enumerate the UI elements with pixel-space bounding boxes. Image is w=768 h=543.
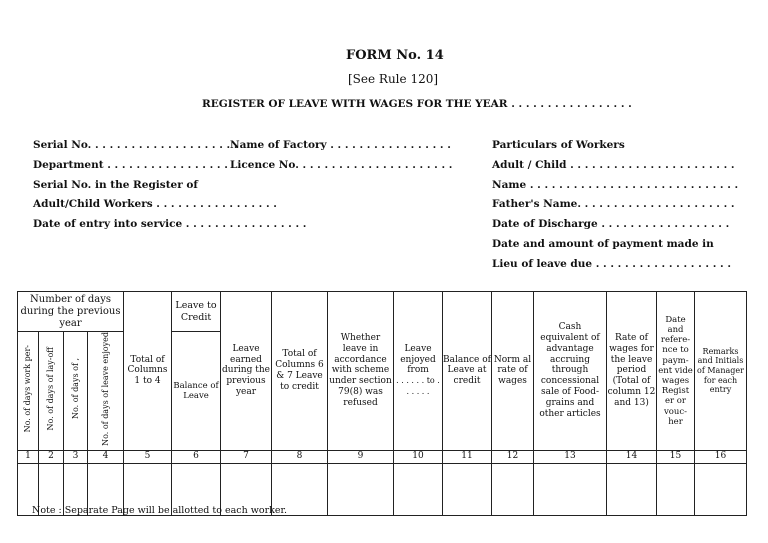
cash-equivalent-header: Cash equivalent of advantage accruing through concessional sale of Food-grains and other articles (534, 292, 607, 451)
total-cols-1-4-header: Total of Columns 1 to 4 (124, 292, 172, 451)
column-number-cell: 5 (124, 450, 172, 463)
footer-note: Note : Separate Page will be allotted to each worker. (32, 505, 288, 516)
column-number-cell: 1 (18, 450, 39, 463)
column-number-cell: 2 (39, 450, 64, 463)
days-work-header (18, 332, 39, 451)
father-name-field: Father's Name. . . . . . . . . . . . . . . . . . . . . . (492, 198, 735, 210)
days-col3-header (64, 332, 88, 451)
serial-no-field: Serial No. . . . . . . . . . . . . . . . . . . . . (33, 139, 238, 151)
blank-entry-cell (695, 463, 747, 515)
leave-to-credit-header: Leave to Credit (172, 292, 221, 332)
rule-reference: [See Rule 120] (348, 72, 439, 86)
blank-entry-cell (657, 463, 695, 515)
particulars-heading: Particulars of Workers (492, 139, 625, 151)
column-number-cell: 4 (88, 450, 124, 463)
column-number-cell: 8 (272, 450, 328, 463)
date-discharge-field: Date of Discharge . . . . . . . . . . . . . . . . . . (492, 218, 730, 230)
licence-no-field: Licence No. . . . . . . . . . . . . . . . . . . . . . (230, 159, 453, 171)
department-field: Department . . . . . . . . . . . . . . . . . (33, 159, 228, 171)
blank-entry-cell (534, 463, 607, 515)
column-number-cell: 16 (695, 450, 747, 463)
remarks-header: Remarks and Initials of Manager for each entry (695, 292, 747, 451)
leave-earned-header: Leave earned during the previous year (221, 292, 272, 451)
blank-entry-cell (328, 463, 394, 515)
form-title: FORM No. 14 (346, 48, 444, 63)
days-layoff-label: No. of days of lay-off (46, 347, 56, 431)
adult-child-field: Adult / Child . . . . . . . . . . . . . . . . . . . . . . . (492, 159, 735, 171)
normal-rate-header: Norm al rate of wages (492, 292, 534, 451)
balance-at-credit-header: Balance of Leave at credit (443, 292, 492, 451)
days-work-label: No. of days work per- (23, 345, 33, 433)
lieu-of-leave-field: Lieu of leave due . . . . . . . . . . . . . . . . . . . (492, 258, 731, 270)
serial-register-label: Serial No. in the Register of (33, 179, 198, 191)
column-number-cell: 15 (657, 450, 695, 463)
blank-entry-cell (607, 463, 657, 515)
leave-enjoyed-dates: . . . . . . to . . . . . . (396, 376, 440, 397)
column-number-cell: 14 (607, 450, 657, 463)
leave-enjoyed-label: Leave enjoyed from (400, 343, 436, 376)
leave-refused-header: Whether leave in accordance with scheme under section 79(8) was refused (328, 292, 394, 451)
days-leave-enjoyed-header (88, 332, 124, 451)
days-previous-year-header: Number of days during the previous year (18, 292, 124, 332)
register-title: REGISTER OF LEAVE WITH WAGES FOR THE YEAR . . . . . . . . . . . . . . . . . (202, 98, 632, 110)
column-number-cell: 10 (394, 450, 443, 463)
column-number-row (18, 450, 747, 463)
blank-entry-cell (492, 463, 534, 515)
blank-entry-cell (443, 463, 492, 515)
blank-entry-cell (394, 463, 443, 515)
name-field: Name . . . . . . . . . . . . . . . . . . . . . . . . . . . . . (492, 179, 739, 191)
column-number-cell: 3 (64, 450, 88, 463)
days-col3-label: No. of days of , (70, 358, 80, 420)
adult-child-workers-field: Adult/Child Workers . . . . . . . . . . . . . . . . . (33, 198, 277, 210)
column-number-cell: 7 (221, 450, 272, 463)
days-leave-enjoyed-label: No. of days of leave enjoyed (100, 332, 110, 446)
total-cols-6-7-header: Total of Columns 6 & 7 Leave to credit (272, 292, 328, 451)
column-number-cell: 9 (328, 450, 394, 463)
payment-reference-header: Date and refere- nce to paym- ent vide wages Regist er or vouc- her (657, 292, 695, 451)
column-number-cell: 6 (172, 450, 221, 463)
column-number-cell: 11 (443, 450, 492, 463)
payment-label: Date and amount of payment made in (492, 238, 714, 250)
leave-enjoyed-from-header (394, 292, 443, 451)
factory-name-field: Name of Factory . . . . . . . . . . . . . . . . . (230, 139, 451, 151)
date-entry-field: Date of entry into service . . . . . . . . . . . . . . . . . (33, 218, 307, 230)
leave-register-table (17, 291, 747, 516)
days-layoff-header (39, 332, 64, 451)
column-number-cell: 12 (492, 450, 534, 463)
column-number-cell: 13 (534, 450, 607, 463)
rate-of-wages-header: Rate of wages for the leave period (Total of column 12 and 13) (607, 292, 657, 451)
balance-of-leave-header: Balance of Leave (172, 332, 221, 451)
